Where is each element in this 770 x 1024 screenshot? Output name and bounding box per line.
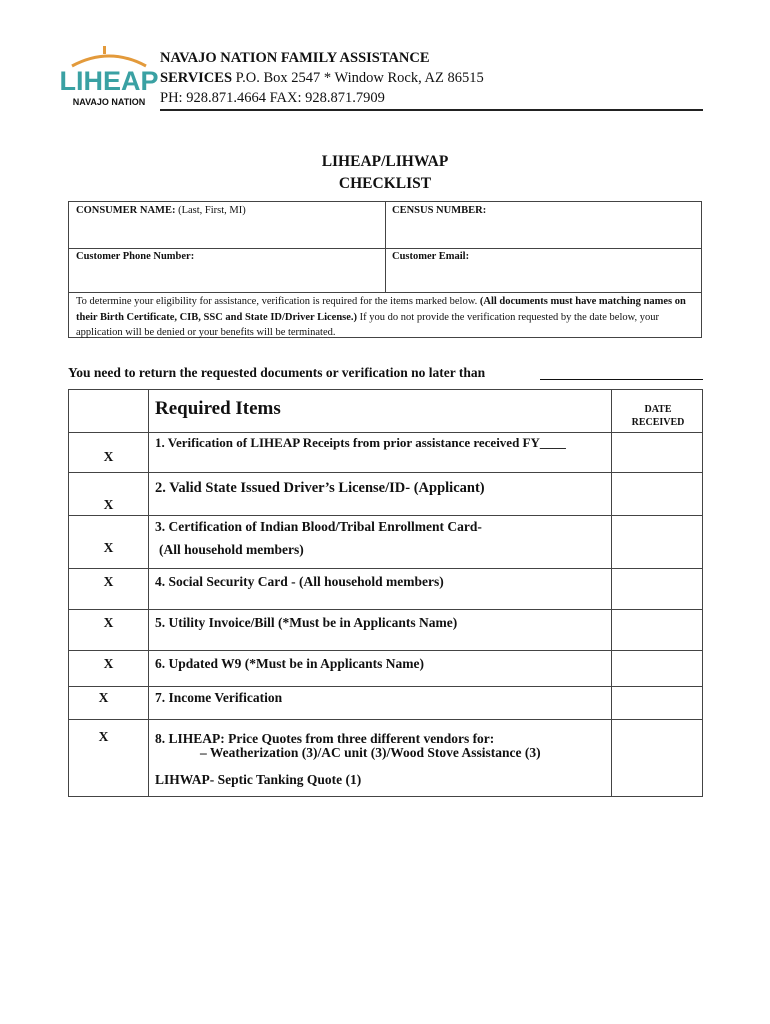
title-line-2: CHECKLIST (338, 175, 432, 192)
checkmark-item-7[interactable]: X (98, 690, 109, 705)
email-field[interactable]: Customer Email: (392, 251, 470, 262)
item-4-text: 4. Social Security Card - (All household members) (155, 574, 444, 589)
column-divider-2 (611, 390, 612, 796)
phone-number-field[interactable]: Customer Phone Number: (76, 251, 195, 262)
checkmark-item-6[interactable]: X (103, 656, 114, 671)
info-divider-vertical (385, 202, 386, 292)
column-divider-1 (148, 390, 149, 796)
item-5-text: 5. Utility Invoice/Bill (*Must be in Applicants Name) (155, 615, 458, 630)
row-divider (69, 650, 702, 651)
row-divider (69, 568, 702, 569)
checkmark-item-3[interactable]: X (103, 540, 114, 555)
item-2-text: 2. Valid State Issued Driver’s License/ID- (Applicant) (155, 480, 485, 496)
consumer-info-box (68, 201, 702, 338)
row-divider (69, 515, 702, 516)
row-divider (69, 472, 702, 473)
info-divider-1 (69, 248, 701, 249)
consumer-name-label: CONSUMER NAME: (76, 205, 176, 216)
row-divider (69, 432, 702, 433)
item-6-text: 6. Updated W9 (*Must be in Applicants Name) (155, 656, 425, 671)
date-received-heading (617, 403, 699, 429)
date-heading-line-1: DATE (644, 404, 672, 415)
checkmark-item-8[interactable]: X (98, 729, 109, 744)
deadline-text: You need to return the requested documents or verification no later than (68, 365, 486, 380)
logo-subtext: NAVAJO NATION (72, 97, 146, 107)
date-heading-line-2: RECEIVED (631, 417, 685, 428)
org-address (160, 70, 484, 87)
phone-fax: PH: 928.871.4664 FAX: 928.871.7909 (160, 90, 385, 106)
item-8-text-line-3: LIHWAP- Septic Tanking Quote (1) (155, 772, 362, 787)
liheap-logo (59, 44, 159, 108)
logo-wordmark: LIHEAP (59, 66, 159, 96)
header-rule (160, 109, 703, 111)
row-divider (69, 609, 702, 610)
row-divider (69, 719, 702, 720)
note-start: To determine your eligibility for assistance, verification is required for the items marked below. (76, 296, 478, 307)
eligibility-note (76, 294, 698, 341)
required-items-heading: Required Items (155, 398, 281, 419)
address-text: P.O. Box 2547 * Window Rock, AZ 86515 (235, 70, 484, 86)
consumer-name-field[interactable] (76, 205, 246, 216)
item-8-text: 8. LIHEAP: Price Quotes from three different vendors for: (155, 731, 495, 746)
deadline-blank[interactable] (540, 379, 703, 380)
checkmark-item-2[interactable]: X (103, 497, 114, 512)
census-number-field[interactable]: CENSUS NUMBER: (392, 205, 487, 216)
required-items-table (68, 389, 703, 797)
info-divider-2 (69, 292, 701, 293)
item-8-text-line-2: – Weatherization (3)/AC unit (3)/Wood Stove Assistance (3) (200, 745, 541, 760)
checkmark-item-5[interactable]: X (103, 615, 114, 630)
title-line-1: LIHEAP/LIHWAP (321, 153, 449, 170)
item-7-text: 7. Income Verification (155, 690, 283, 705)
consumer-name-hint: (Last, First, MI) (178, 205, 246, 216)
item-3-text-line-2: (All household members) (159, 542, 304, 557)
checkmark-item-1[interactable]: X (103, 449, 114, 464)
item-3-text: 3. Certification of Indian Blood/Tribal Enrollment Card- (155, 519, 482, 534)
row-divider (69, 686, 702, 687)
item-1-text: 1. Verification of LIHEAP Receipts from prior assistance received FY____ (155, 435, 566, 450)
note-end: If you do not provide the verification requested by the date below, your application will be denied or your benefits will be terminated. (76, 311, 660, 338)
org-name: NAVAJO NATION FAMILY ASSISTANCE (160, 50, 430, 66)
checkmark-item-4[interactable]: X (103, 574, 114, 589)
note-bold: (All documents must have matching names on their Birth Certificate, CIB, SSC and State ID/Driver License.) (76, 296, 686, 323)
services-label: SERVICES (160, 70, 233, 86)
